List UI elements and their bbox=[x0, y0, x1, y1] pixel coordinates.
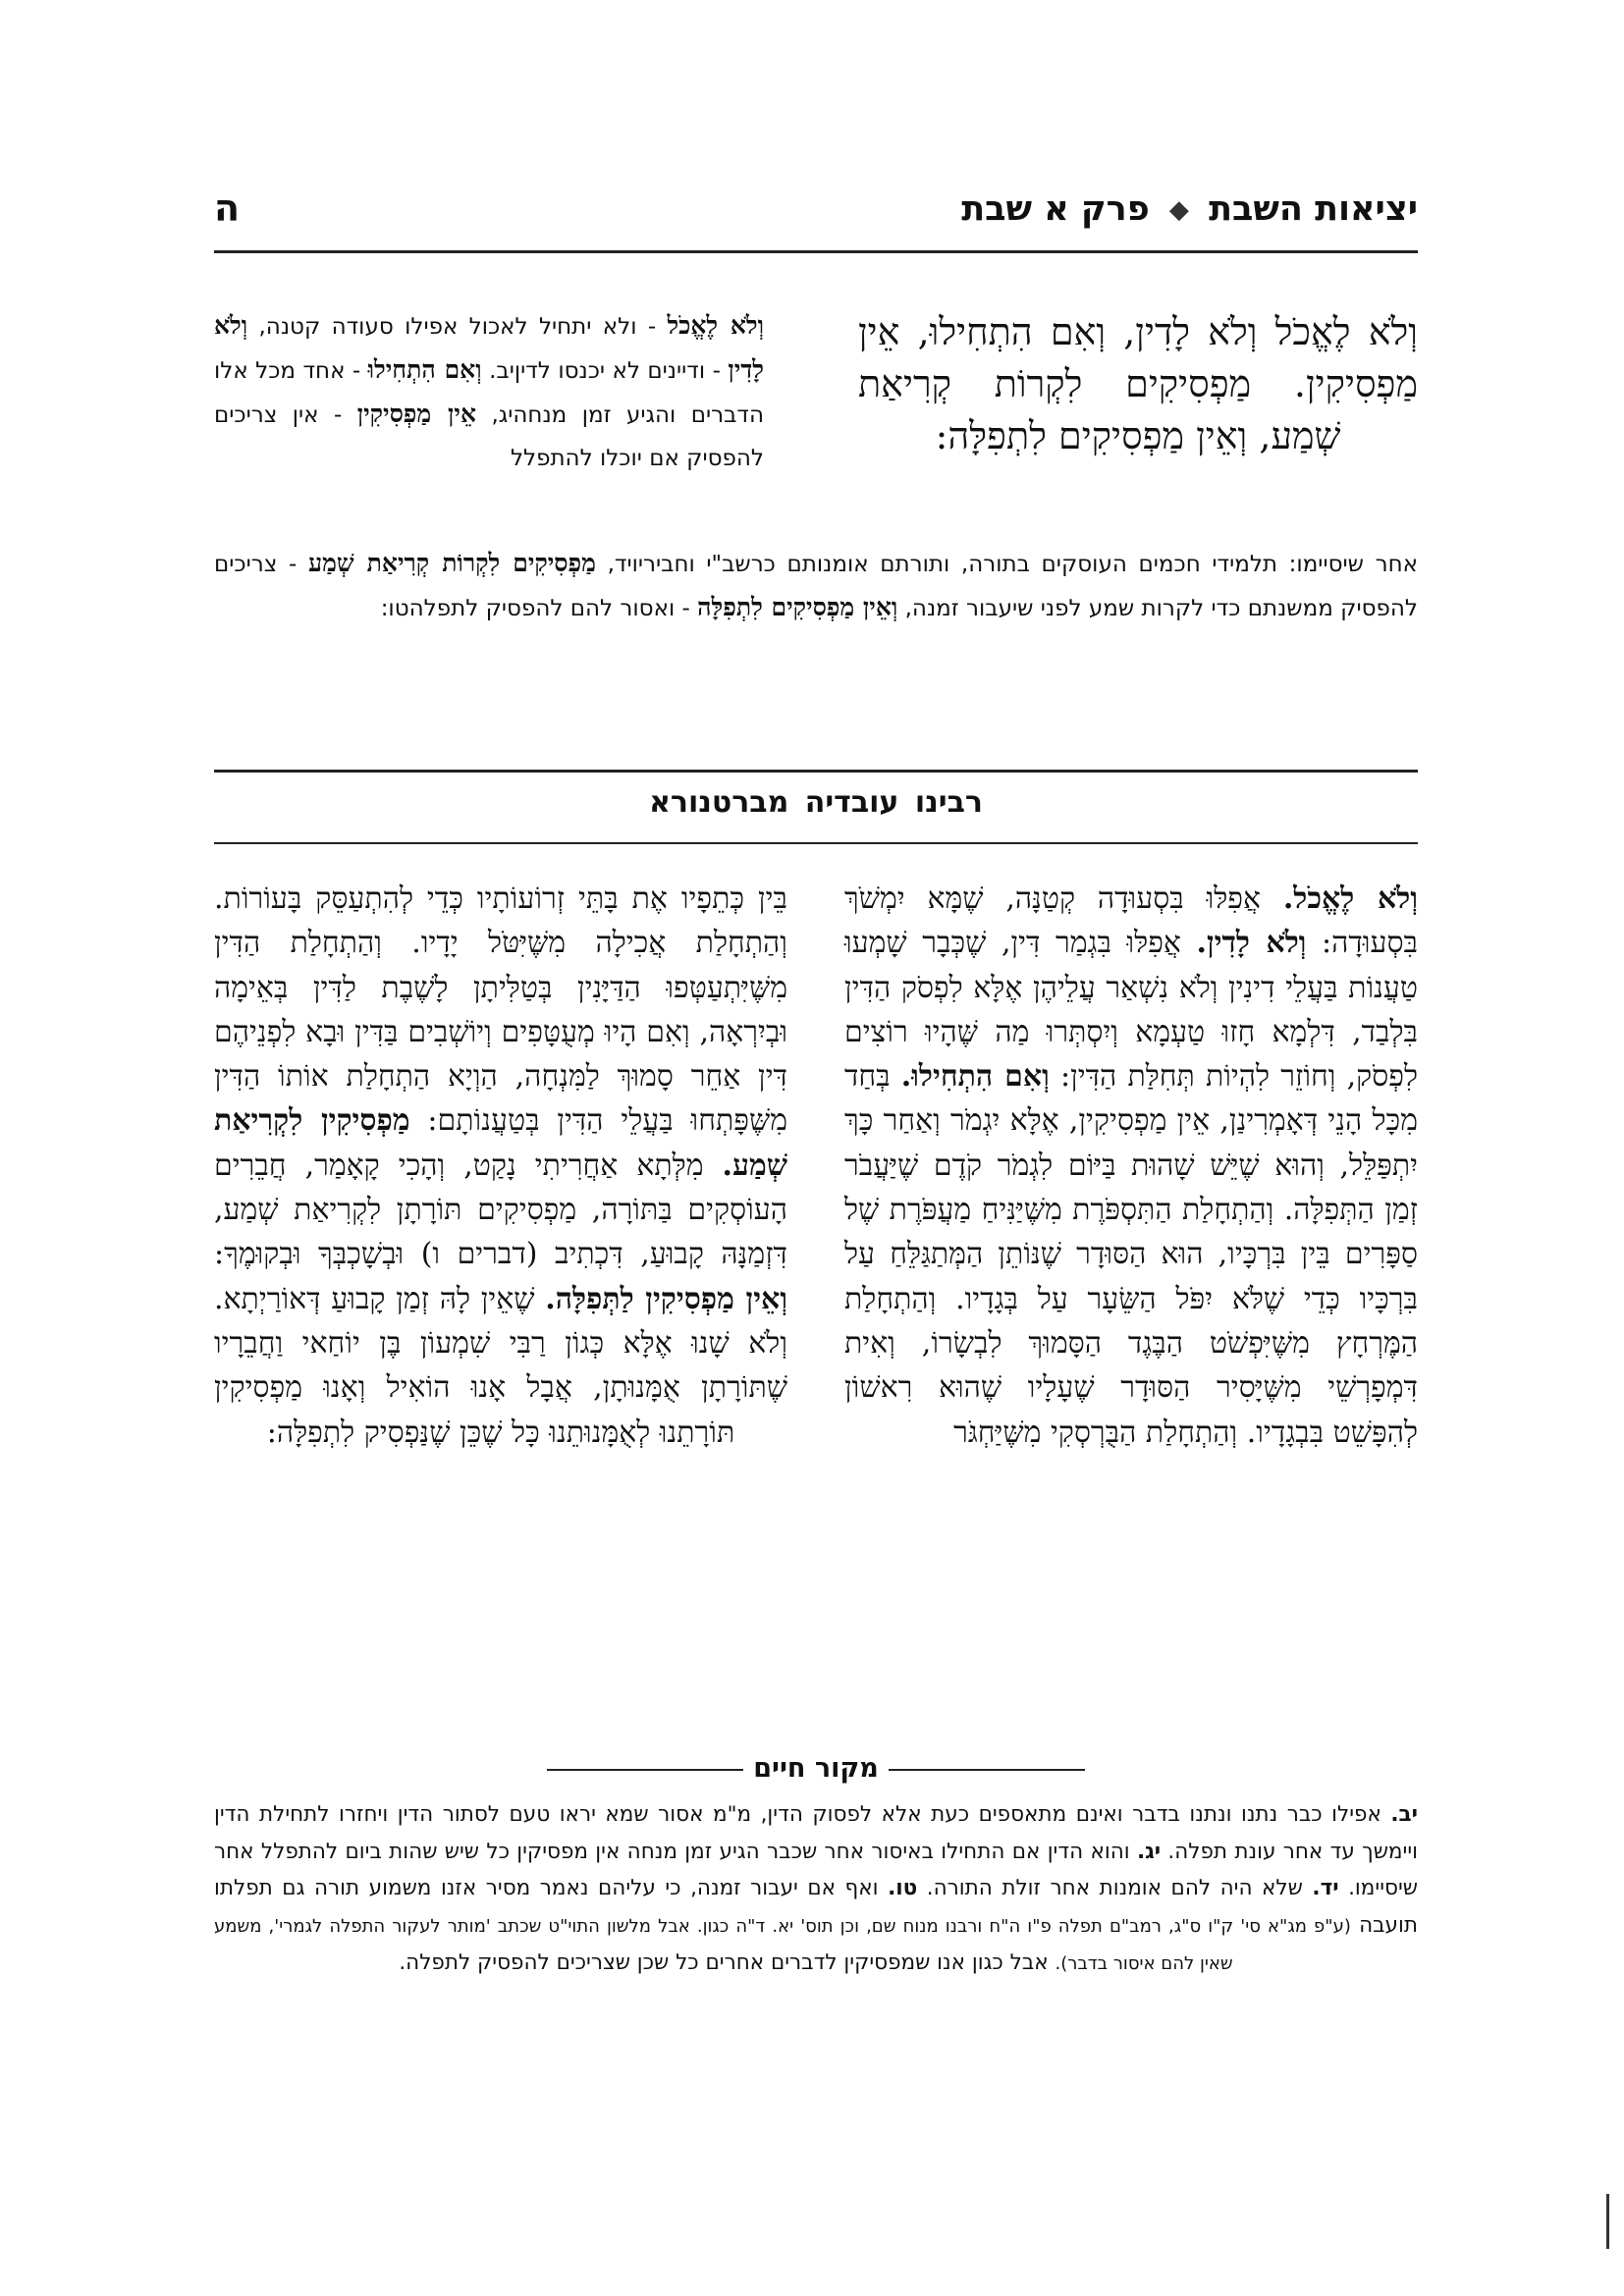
footnote-number: יב. bbox=[1390, 1802, 1418, 1827]
lemma: מַפְסִיקִים לִקְרוֹת קְרִיאַת שְׁמַע bbox=[307, 549, 596, 577]
commentary-text: - ודיינים לא יכנסו לדיןיב. bbox=[481, 358, 729, 384]
footnote-text: שלא היה להם אומנות אחר זולת התורה. bbox=[917, 1876, 1313, 1900]
section-divider bbox=[214, 842, 1418, 844]
lemma: וְלֹא לֶאֱכֹל. bbox=[1282, 881, 1418, 916]
footnote-text: ואף אם יעבור זמנה, כי עליהם נאמר מסיר אזנו משמוע תורה גם תפלתו תועבה bbox=[214, 1876, 1418, 1938]
lemma: אֵין מַפְסִיקִין bbox=[356, 400, 477, 428]
book-title: יציאות השבת bbox=[1209, 189, 1418, 229]
footnote-text: והוא הדין אם התחילו באיסור אחר שכבר הגיע זמן מנחה אין מפסיקין כל שיש שהות ביום להתפלל אחר שיסיימו. bbox=[214, 1839, 1418, 1900]
bartenura-column-left bbox=[214, 877, 787, 1455]
footnote-source: (ע"פ מג"א סי' ק"ו ס"ג, רמב"ם תפלה פ"ו ה"ח ורבנו מנוח שם, וכן תוס' יא. ד"ה כגון. אבל מלשון התוי"ט שכתב 'מותר לעקור התפלה לגמרי', משמע שאין להם איסור בדבר). bbox=[214, 1915, 1351, 1974]
lemma: וְלֹא לָדִין. bbox=[1196, 926, 1307, 961]
edge-mark bbox=[1606, 2194, 1609, 2249]
commentary-text: אֲפִלּוּ בִּגְמַר דִּין, שֶׁכְּבָר שָׁמְעוּ טַעֲנוֹת בַּעֲלֵי דִינִין וְלֹא נִשְׁאַר עֲלֵיהֶן אֶלָּא לִפְסֹק הַדִּין בִּלְבַד, דִּלְמָא חָזוּ טַעְמָא וְיִסְתְּרוּ מַה שֶּׁהָיוּ רוֹצִים לִפְסֹק, וְחוֹזֵר לִהְיוֹת תְּחִלַּת הַדִּין: bbox=[844, 926, 1418, 1095]
mishnah-commentary-continued bbox=[214, 542, 1418, 630]
mekor-chaim-title: מקור חיים bbox=[753, 1753, 879, 1784]
commentary-text: מִלְּתָא אַחֲרִיתִי נָקַט, וְהָכִי קָאָמַר, חֲבֵרִים הָעוֹסְקִים בַּתּוֹרָה, מַפְסִיקִים תּוֹרָתָן לִקְרִיאַת שְׁמַע, דִּזְמַנָּהּ קָבוּעַ, דִּכְתִיב (דברים ו) וּבְשָׁכְבְּךָ וּבְקוּמֶךָ: bbox=[214, 1148, 787, 1272]
commentary-text: אחר שיסיימו: תלמידי חכמים העוסקים בתורה, ותורתם אומנותם כרשב"י וחביריויד, bbox=[595, 552, 1418, 577]
lemma: וְאִם הִתְחִילוּ. bbox=[900, 1059, 1050, 1095]
commentary-text: - אחד מכל אלו הדברים והגיע זמן מנחהיג, bbox=[214, 358, 764, 428]
footnote-number: טו. bbox=[888, 1876, 918, 1900]
chapter-title: פרק א שבת bbox=[961, 189, 1150, 229]
section-divider bbox=[214, 770, 1418, 773]
lemma: וְאֵין מַפְסִיקִים לִתְפִלָּה bbox=[697, 593, 898, 621]
page-letter: ה bbox=[214, 187, 241, 230]
commentary-text: - ולא יתחיל לאכול אפילו סעודה קטנה, bbox=[247, 314, 668, 340]
mishnah-text: וְלֹא לֶאֱכֹל וְלֹא לָדִין, וְאִם הִתְחִילוּ, אֵין מַפְסִיקִין. מַפְסִיקִים לִקְרוֹת קְרִיאַת שְׁמַע, וְאֵין מַפְסִיקִים לִתְפִלָּה: bbox=[858, 310, 1418, 457]
commentary-text: - צריכים להפסיק ממשנתם כדי לקרות שמע לפני שיעבור זמנה, bbox=[214, 552, 1418, 621]
lemma: וְאִם הִתְחִילוּ bbox=[367, 355, 482, 384]
mekor-chaim-notes bbox=[214, 1796, 1418, 1983]
heading-line bbox=[889, 1769, 1085, 1771]
bartenura-title: רבינו עובדיה מברטנורא bbox=[649, 785, 983, 820]
commentary-text: בֵּין כְּתֵפָיו אֶת בָּתֵּי זְרוֹעוֹתָיו כְּדֵי לְהִתְעַסֵּק בָּעוֹרוֹת. וְהַתְחָלַת אֲכִילָה מִשֶּׁיִּטֹּל יָדָיו. וְהַתְחָלַת הַדִּין מִשֶּׁיִּתְעַטְּפוּ הַדַּיָּנִין בְּטַלִּיתָן לָשֶׁבֶת לַדִּין בְּאֵימָה וּבְיִרְאָה, וְאִם הָיוּ מְעֻטָּפִים וְיוֹשְׁבִים בַּדִּין וּבָא לִפְנֵיהֶם דִּין אַחֵר סָמוּךְ לַמִּנְחָה, הַוְיָא הַתְחָלַת אוֹתוֹ הַדִּין מִשֶּׁפָּתְחוּ בַּעֲלֵי הַדִּין בְּטַעֲנוֹתָם: bbox=[214, 881, 787, 1139]
footnote-number: יד. bbox=[1312, 1876, 1339, 1900]
commentary-text: בְּחַד מִכָּל הָנֵי דְּאָמְרִינַן, אֵין מַפְסִיקִין, אֶלָּא יִגְמֹר וְאַחַר כָּךְ יִתְפַּלֵּל, וְהוּא שֶׁיֵּשׁ שָׁהוּת בַּיּוֹם לִגְמֹר קֹדֶם שֶׁיַּעֲבֹר זְמַן הַתְּפִלָּה. וְהַתְחָלַת הַתִּסְפֹּרֶת מִשֶּׁיַּנִּיחַ מַעֲפֹּרֶת שֶׁל סַפָּרִים בֵּין בִּרְכָּיו, הוּא הַסּוּדָר שֶׁנּוֹתֵן הַמְּתַגַּלֵּחַ עַל בִּרְכָּיו כְּדֵי שֶׁלֹּא יִפֹּל הַשֵּׂעָר עַל בְּגָדָיו. וְהַתְחָלַת הַמֶּרְחָץ מִשֶּׁיִּפְשֹׁט הַבֶּגֶד הַסָּמוּךְ לִבְשָׂרוֹ, וְאִית דִּמְפָרְשֵׁי מִשֶּׁיָּסִיר הַסּוּדָר שֶׁעָלָיו שֶׁהוּא רִאשׁוֹן לְהִפָּשֵׁט בִּבְגָדָיו. וְהַתְחָלַת הַבֻּרְסְקִי מִשֶּׁיַּחְגֹּר bbox=[844, 1059, 1418, 1450]
mekor-chaim-heading bbox=[214, 1753, 1418, 1784]
running-header bbox=[961, 189, 1418, 229]
bartenura-column-right bbox=[844, 877, 1418, 1455]
footnote-text: אפילו כבר נתנו ונתנו בדבר ואינם מתאספים כעת אלא לפסוק הדין, מ"מ אסור שמא יראו טעם לסתור הדין ויחזרו לתחילת הדין ויימשך עד אחר עונת תפלה. bbox=[214, 1802, 1419, 1864]
heading-line bbox=[547, 1769, 743, 1771]
diamond-separator-icon: ◆ bbox=[1168, 195, 1189, 225]
footnote-text: אבל כגון אנו שמפסיקין לדברים אחרים כל שכן שצריכים להפסיק לתפלה. bbox=[399, 1950, 1056, 1975]
lemma: וְאֵין מַפְסִיקִין לַתְּפִלָּה. bbox=[545, 1281, 787, 1316]
lemma: וְלֹא לֶאֱכֹל bbox=[667, 311, 764, 340]
commentary-text: - ואסור להם להפסיק לתפלהטו: bbox=[380, 596, 698, 621]
lemma: מַפְסִיקִין לִקְרִיאַת שְׁמַע. bbox=[214, 1103, 787, 1183]
lemma: וְלֹא לָדִין bbox=[214, 311, 764, 384]
footnote-number: יג. bbox=[1136, 1839, 1162, 1864]
commentary-text: שֶׁאֵין לָהּ זְמַן קָבוּעַ דְּאוֹרַיְתָא. וְלֹא שָׁנוּ אֶלָּא כְּגוֹן רַבִּי שִׁמְעוֹן בֶּן יוֹחַאי וַחֲבֵרָיו שֶׁתּוֹרָתָן אֻמָּנוּתָן, אֲבָל אָנוּ הוֹאִיל וְאָנוּ מַפְסִיקִין תּוֹרָתֵנוּ לְאֻמָּנוּתֵנוּ כָּל שֶׁכֵּן שֶׁנַּפְסִיק לִתְפִלָּה: bbox=[214, 1281, 787, 1450]
commentary-text: אֲפִלּוּ בִּסְעוּדָה קְטַנָּה, שֶׁמָּא יִמְשֹׁךְ בִּסְעוּדָה: bbox=[844, 881, 1418, 961]
header-divider bbox=[214, 250, 1418, 253]
mishnah-commentary bbox=[214, 304, 764, 480]
commentary-text: - אין צריכים להפסיק אם יוכלו להתפלל bbox=[214, 402, 764, 471]
